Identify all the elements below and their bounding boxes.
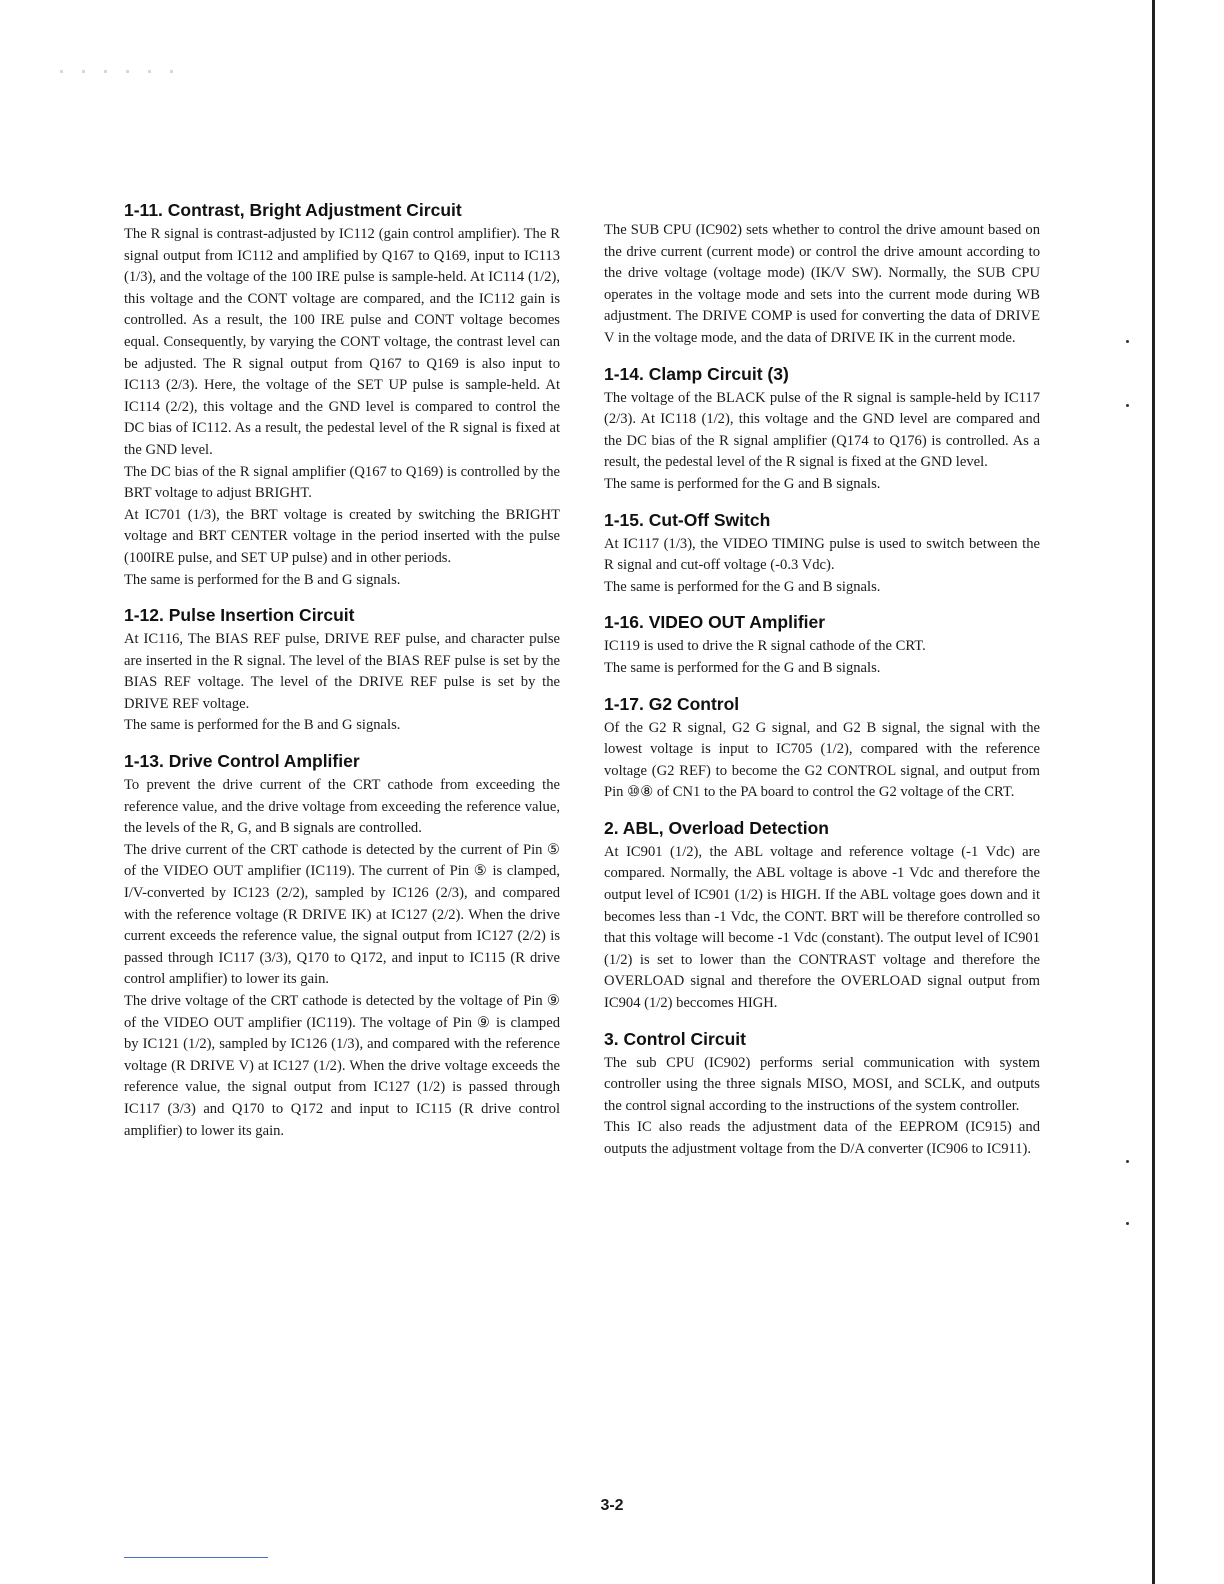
paragraph: Of the G2 R signal, G2 G signal, and G2 B signal, the signal with the lowest voltage is input to IC705 (1/2), compared with the reference voltage (G2 REF) to become the G2 CONTROL signal, and output from Pin ⑩⑧ of CN1 to the PA board to control the G2 voltage of the CRT. <box>604 719 1040 801</box>
paragraph: The same is performed for the B and G signals. <box>124 571 401 588</box>
paragraph: At IC901 (1/2), the ABL voltage and reference voltage (-1 Vdc) are compared. Normally, the ABL voltage is above -1 Vdc and therefore the output level of IC901 (1/2) is HIGH. If the ABL voltage goes down and it becomes less than -1 Vdc, the CONT. BRT will be therefore controlled so that this voltage will become -1 Vdc (constant). The output level of IC901 (1/2) is set to lower than the CONTRAST voltage and therefore the OVERLOAD signal and therefore the OVERLOAD signal output from IC904 (1/2) beccomes HIGH. <box>604 843 1040 1012</box>
section-heading: 1-13. Drive Control Amplifier <box>124 751 360 772</box>
section-heading: 1-14. Clamp Circuit (3) <box>604 363 789 384</box>
section-1-16-video-out-amplifier <box>604 611 1040 679</box>
section-3-control-circuit <box>604 1028 1040 1161</box>
paragraph: The same is performed for the B and G signals. <box>124 717 401 734</box>
paragraph: The R signal is contrast-adjusted by IC112 (gain control amplifier). The R signal output from IC112 and amplified by Q167 to Q169, input to IC113 (1/3), and the voltage of the 100 IRE pulse is sample-held. At IC114 (1/2), this voltage and the CONT voltage are compared, and the IC112 gain is controlled. As a result, the 100 IRE pulse and CONT voltage becomes equal. Consequently, by varying the CONT voltage, the contrast level can be adjusted. The R signal output from Q167 to Q169 is also input to IC113 (2/3). Here, the voltage of the SET UP pulse is sample-held. At IC114 (2/2), this voltage and the GND level is compared to control the DC bias of IC112. As a result, the pedestal level of the R signal is fixed at the GND level. <box>124 226 560 458</box>
scan-artifact-specks <box>60 70 180 73</box>
margin-dot <box>1126 404 1129 407</box>
section-1-11-contrast-bright-adjustment-circuit <box>124 199 560 591</box>
section-heading: 1-17. G2 Control <box>604 693 740 714</box>
section-heading: 1-16. VIDEO OUT Amplifier <box>604 612 826 633</box>
paragraph: The same is performed for the G and B signals. <box>604 475 881 492</box>
paragraph: The drive voltage of the CRT cathode is detected by the voltage of Pin ⑨ of the VIDEO OUT amplifier (IC119). The voltage of Pin ⑨ is clamped by IC121 (1/2), sampled by IC126 (1/3), and compared with the reference voltage (R DRIVE V) at IC127 (1/2). When the drive voltage exceeds the reference value, the signal output from IC127 (1/2) is passed through IC117 (3/3) and Q170 to Q172 and input to IC115 (R drive control amplifier) to lower its gain. <box>124 993 560 1139</box>
paragraph: The same is performed for the G and B signals. <box>604 659 881 676</box>
section-heading: 2. ABL, Overload Detection <box>604 817 829 838</box>
margin-dot <box>1126 1222 1129 1225</box>
margin-dot <box>1126 340 1129 343</box>
paragraph: The same is performed for the G and B signals. <box>604 578 881 595</box>
paragraph: At IC701 (1/3), the BRT voltage is created by switching the BRIGHT voltage and BRT CENTER voltage in the period inserted with the pulse (100IRE pulse, and SET UP pulse) and in other periods. <box>124 506 560 566</box>
paragraph: The DC bias of the R signal amplifier (Q167 to Q169) is controlled by the BRT voltage to adjust BRIGHT. <box>124 463 560 502</box>
section-1-14-clamp-circuit-3 <box>604 363 1040 496</box>
paragraph: At IC117 (1/3), the VIDEO TIMING pulse is used to switch between the R signal and cut-off voltage (-0.3 Vdc). <box>604 535 1040 574</box>
paragraph: The sub CPU (IC902) performs serial communication with system controller using the three signals MISO, MOSI, and SCLK, and outputs the control signal according to the instructions of the system controller. <box>604 1054 1040 1114</box>
right-column <box>604 199 1040 1174</box>
section-heading: 1-15. Cut-Off Switch <box>604 509 771 530</box>
paragraph: This IC also reads the adjustment data of the EEPROM (IC915) and outputs the adjustment voltage from the D/A converter (IC906 to IC911). <box>604 1119 1040 1157</box>
section-1-13-drive-control-amplifier <box>124 750 560 1142</box>
page-number: 3-2 <box>600 1497 624 1514</box>
footer-rule <box>124 1557 268 1558</box>
paragraph: To prevent the drive current of the CRT cathode from exceeding the reference value, and the drive voltage from exceeding the reference value, the levels of the R, G, and B signals are controlled. <box>124 777 560 837</box>
paragraph: At IC116, The BIAS REF pulse, DRIVE REF pulse, and character pulse are inserted in the R signal. The level of the BIAS REF pulse is set by the BIAS REF voltage. The level of the DRIVE REF pulse is set by the DRIVE REF voltage. <box>124 631 560 712</box>
section-continuation <box>604 220 1040 350</box>
section-heading: 3. Control Circuit <box>604 1028 746 1049</box>
section-2-abl-overload-detection <box>604 817 1040 1015</box>
section-heading: 1-12. Pulse Insertion Circuit <box>124 605 355 626</box>
section-1-12-pulse-insertion-circuit <box>124 604 560 737</box>
margin-dot <box>1126 1160 1129 1163</box>
scan-edge-line <box>1152 0 1155 1584</box>
paragraph: The SUB CPU (IC902) sets whether to control the drive amount based on the drive current (current mode) or control the drive amount according to the drive voltage (voltage mode) (IK/V SW). Normally, the SUB CPU operates in the voltage mode and sets into the current mode during WB adjustment. The DRIVE COMP is used for converting the data of DRIVE V in the voltage mode, and the data of DRIVE IK in the current mode. <box>604 222 1040 346</box>
section-1-15-cut-off-switch <box>604 509 1040 599</box>
paragraph: The voltage of the BLACK pulse of the R signal is sample-held by IC117 (2/3). At IC118 (1/2), this voltage and the GND level are compared and the DC bias of the R signal amplifier (Q174 to Q176) is controlled. As a result, the pedestal level of the R signal is fixed at the GND level. <box>604 389 1040 471</box>
section-heading: 1-11. Contrast, Bright Adjustment Circuit <box>124 200 462 220</box>
paragraph: IC119 is used to drive the R signal cathode of the CRT. <box>604 638 926 655</box>
left-column <box>124 199 560 1155</box>
paragraph: The drive current of the CRT cathode is detected by the current of Pin ⑤ of the VIDEO OUT amplifier (IC119). The current of Pin ⑤ is clamped, I/V-converted by IC123 (2/2), sampled by IC126 (2/3), and compared with the reference voltage (R DRIVE IK) at IC127 (2/2). When the drive current exceeds the reference value, the signal output from IC127 (2/2) is passed through IC117 (3/3), Q170 to Q172, and input to IC115 (R drive control amplifier) to lower its gain. <box>124 841 560 988</box>
section-1-17-g2-control <box>604 693 1040 804</box>
